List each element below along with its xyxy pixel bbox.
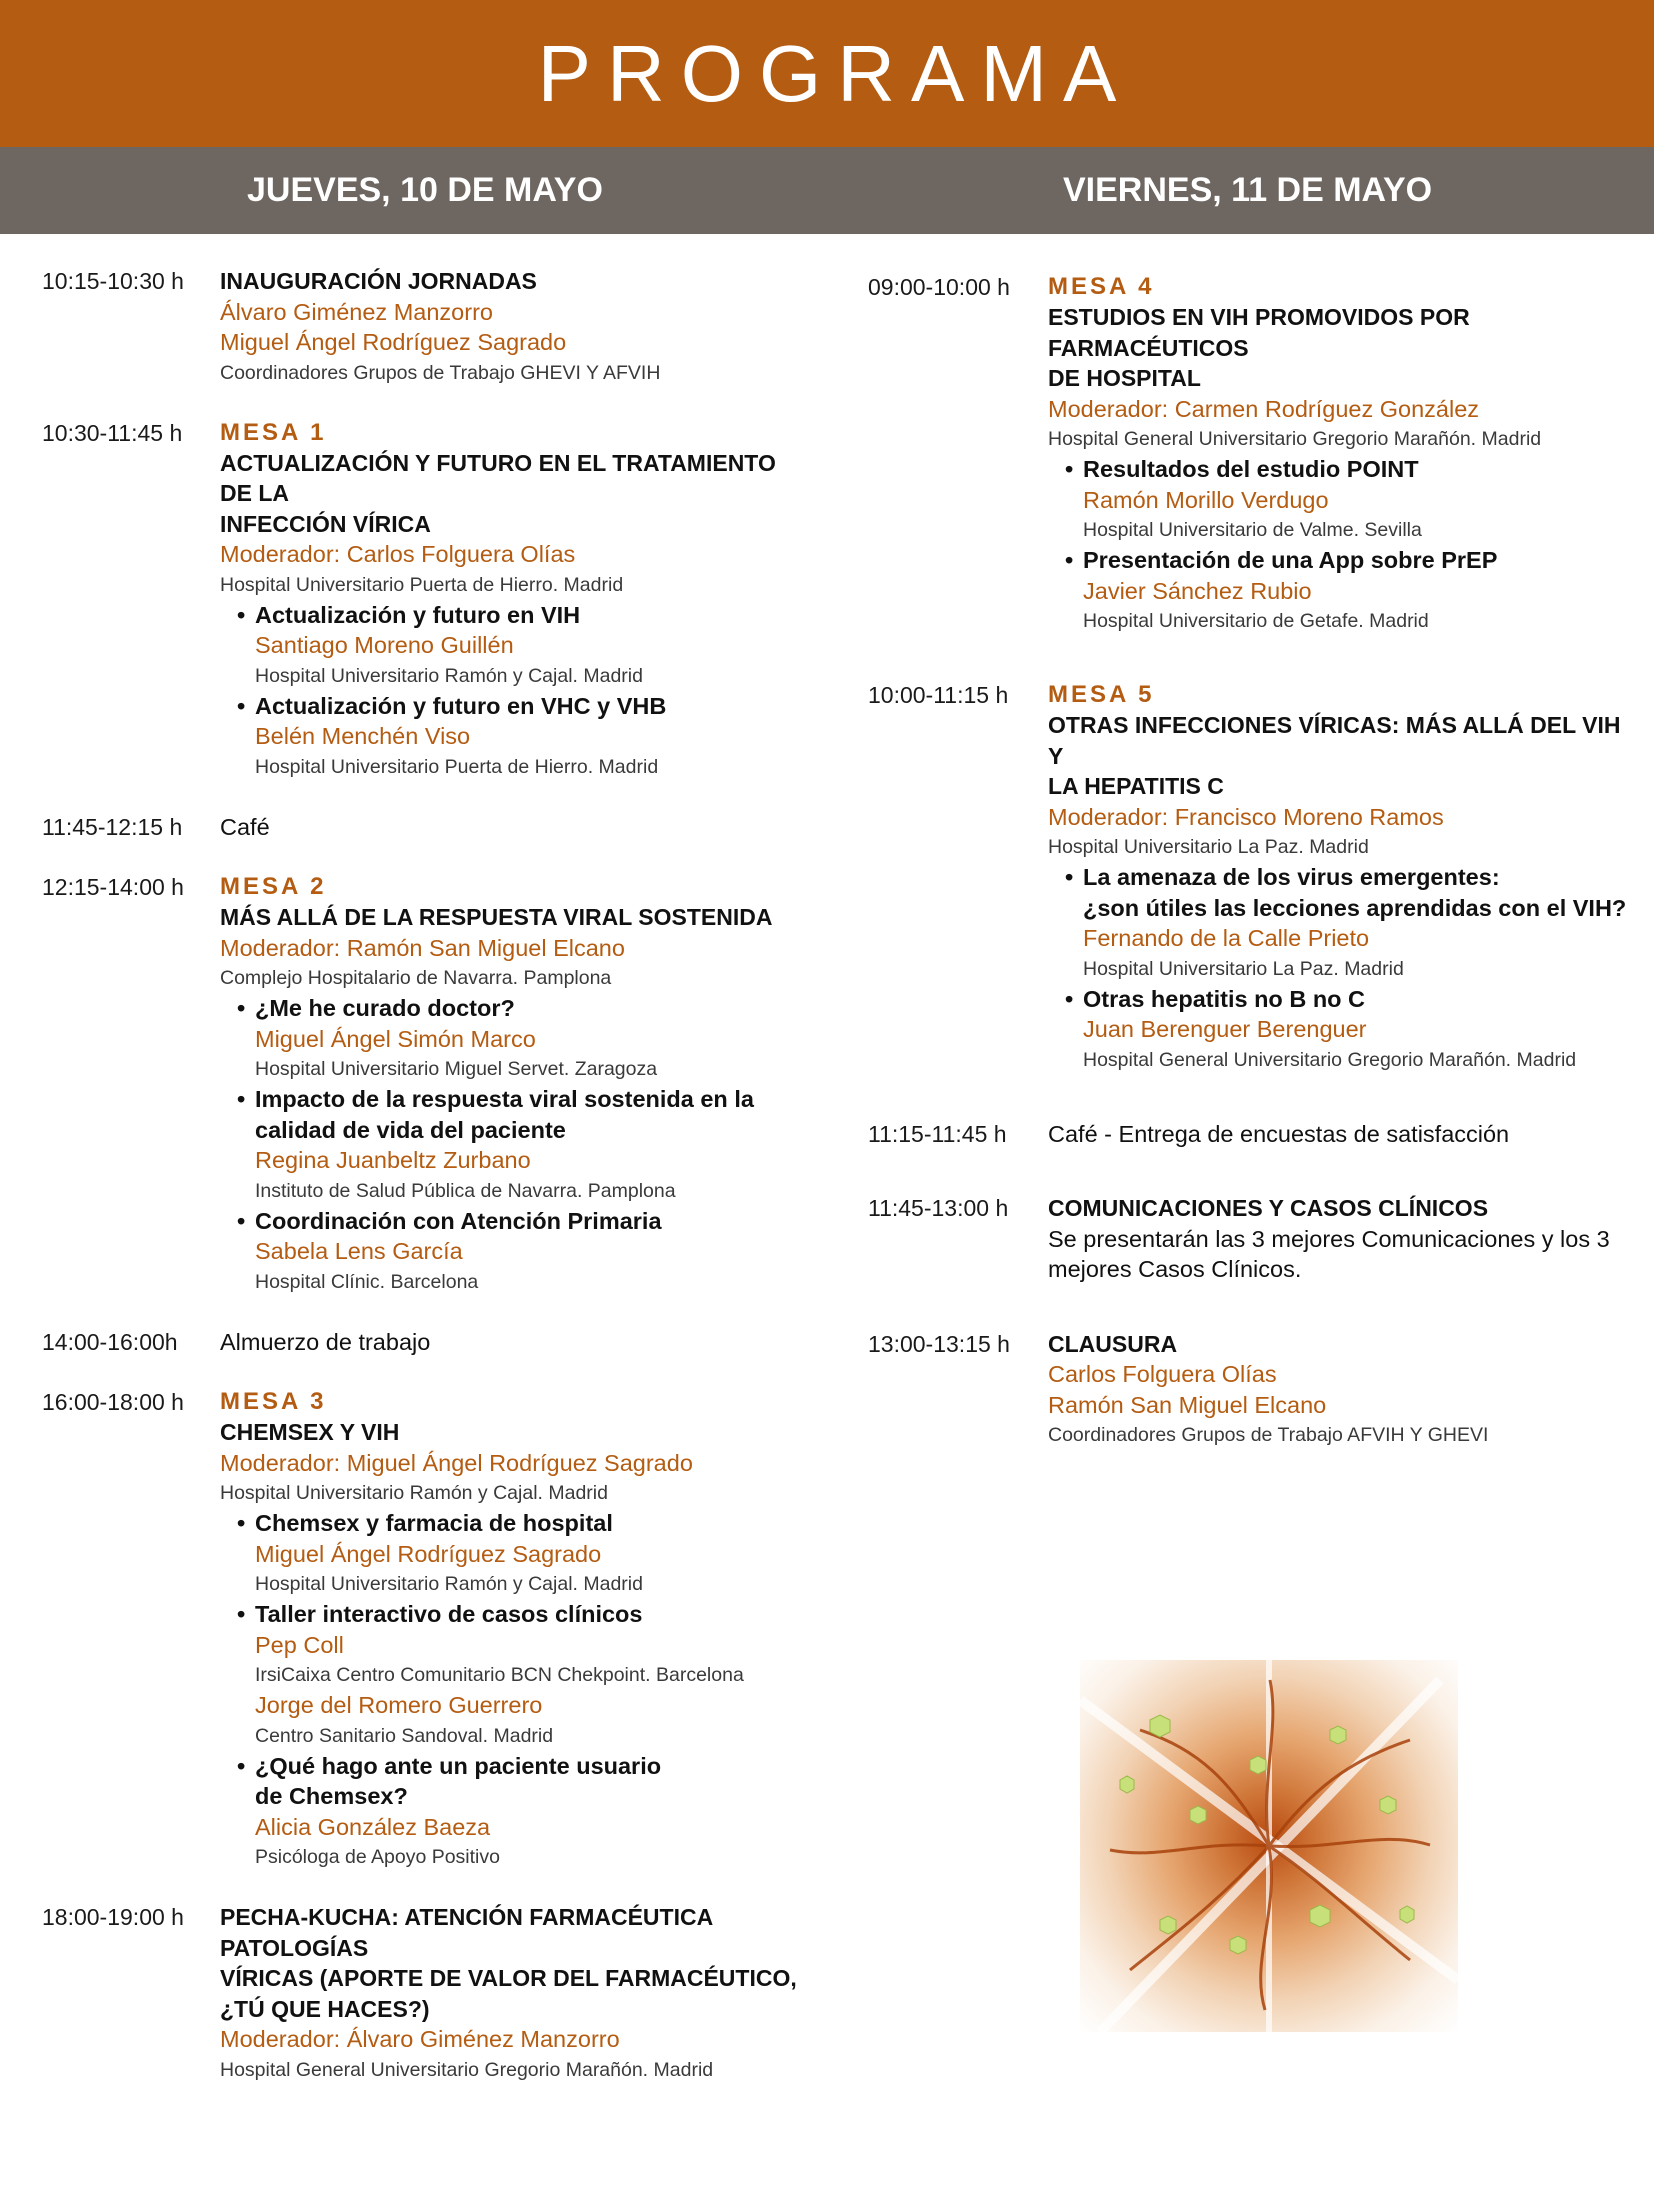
talk-title-text: Chemsex y farmacia de hospital [255,1510,613,1536]
speaker-institution: Coordinadores Grupos de Trabajo GHEVI Y AFVIH [220,361,661,384]
moderator-institution: Hospital Universitario La Paz. Madrid [1048,836,1369,858]
session-label: MESA 2 [220,873,327,900]
page-title: PROGRAMA [537,28,1133,118]
schedule-slot [868,1193,1628,1285]
slot-description: Almuerzo de trabajo [220,1328,431,1355]
session-title: LA HEPATITIS C [1048,773,1224,799]
session-title: MÁS ALLÁ DE LA RESPUESTA VIRAL SOSTENIDA [220,904,773,930]
moderator-name: Moderador: Ramón San Miguel Elcano [220,934,625,961]
talk-item [220,1508,812,1599]
schedule-slot [42,1902,812,2085]
talk-item [220,1751,812,1873]
talk-title-text: calidad de vida del paciente [255,1116,566,1143]
moderator-name: Moderador: Carlos Folguera Olías [220,541,576,567]
talk-title [237,691,812,722]
talk-item [220,600,812,691]
slot-time: 10:30-11:45 h [42,419,183,446]
speaker-institution: Instituto de Salud Pública de Navarra. Pamplona [255,1179,676,1202]
slot-content [1048,1119,1628,1150]
speaker-name: Santiago Moreno Guillén [255,632,514,658]
moderator-institution: Hospital Universitario Puerta de Hierro. Madrid [220,573,624,596]
bullet-icon: • [237,1086,246,1112]
talk-title-text: La amenaza de los virus emergentes: [1083,864,1500,890]
slot-content [1048,1193,1628,1285]
session-title: ¿TÚ QUE HACES?) [220,1995,430,2022]
speaker-name: Miguel Ángel Rodríguez Sagrado [220,329,567,355]
talk-item [220,1206,812,1297]
schedule-slot [868,1329,1628,1451]
talk-title [1083,893,1628,924]
bullet-icon: • [1065,864,1074,890]
talk-title-text: Taller interactivo de casos clínicos [255,1601,643,1627]
talk-title [237,993,812,1024]
talk-title [237,1206,812,1237]
speaker-institution: Hospital Clínic. Barcelona [255,1270,479,1293]
talk-title [255,1781,812,1812]
talk-title-text: Actualización y futuro en VIH [255,601,581,628]
speaker-name: Alicia González Baeza [255,1813,491,1840]
slot-time: 11:45-12:15 h [42,813,183,840]
speaker-name: Regina Juanbeltz Zurbano [255,1147,531,1173]
bullet-icon: • [1065,456,1074,482]
slot-description: Café [220,813,270,840]
moderator-institution: Hospital Universitario Ramón y Cajal. Madrid [220,1482,608,1504]
title-banner [0,0,1654,147]
speaker-institution: Hospital Universitario Ramón y Cajal. Madrid [255,664,643,687]
talk-title-text: ¿son útiles las lecciones aprendidas con el VIH? [1083,894,1627,921]
slot-time: 14:00-16:00h [42,1328,178,1355]
bullet-icon: • [237,995,246,1021]
talk-title-text: Resultados del estudio POINT [1083,456,1419,482]
talk-title-text: ¿Me he curado doctor? [255,995,515,1021]
speaker-institution: Centro Sanitario Sandoval. Madrid [255,1724,554,1747]
slot-content [220,418,812,782]
talk-item [1048,454,1628,545]
slot-description: Se presentarán las 3 mejores Comunicaciones y los 3 [1048,1225,1610,1252]
slot-content [220,266,812,388]
talk-title-text: de Chemsex? [255,1783,408,1809]
talk-item [220,1599,812,1751]
slot-content [220,1902,812,2085]
virus-illustration [1080,1660,1458,2032]
talk-title-text: Coordinación con Atención Primaria [255,1207,662,1234]
moderator-name: Moderador: Miguel Ángel Rodríguez Sagrado [220,1449,693,1476]
session-title: CHEMSEX Y VIH [220,1419,400,1445]
talk-item [1048,984,1628,1075]
speaker-name: Fernando de la Calle Prieto [1083,925,1370,951]
talk-title [237,600,812,631]
session-title: OTRAS INFECCIONES VÍRICAS: MÁS ALLÁ DEL VIH Y [1048,712,1621,769]
talk-title [255,1115,812,1146]
speaker-institution: Hospital Universitario Miguel Servet. Zaragoza [255,1058,658,1080]
slot-description: Café - Entrega de encuestas de satisfacción [1048,1120,1510,1147]
talk-title [237,1599,812,1630]
slot-time: 11:15-11:45 h [868,1120,1007,1147]
schedule-slot [42,812,812,843]
bullet-icon: • [237,1207,246,1234]
bullet-icon: • [237,1601,246,1627]
speaker-name: Ramón San Miguel Elcano [1048,1391,1327,1418]
day-heading-thursday: JUEVES, 10 DE MAYO [247,171,603,209]
speaker-institution: Hospital Universitario de Getafe. Madrid [1083,610,1429,632]
virus-illustration-graphic [1080,1660,1458,2032]
talk-item [220,691,812,782]
thursday-schedule [42,266,812,2115]
speaker-institution: IrsiCaixa Centro Comunitario BCN Chekpoint. Barcelona [255,1664,744,1686]
session-label: MESA 4 [1048,273,1155,300]
slot-time: 10:00-11:15 h [868,682,1009,708]
talk-title [1065,984,1628,1015]
slot-content [1048,1329,1628,1451]
moderator-name: Moderador: Álvaro Giménez Manzorro [220,2026,620,2052]
session-label: MESA 1 [220,418,327,446]
session-title: ACTUALIZACIÓN Y FUTURO EN EL TRATAMIENTO DE LA [220,449,776,506]
moderator-name: Moderador: Carmen Rodríguez González [1048,395,1480,422]
schedule-slot [868,272,1628,636]
session-label: MESA 5 [1048,681,1155,708]
speaker-name: Álvaro Giménez Manzorro [220,298,493,325]
talk-item [1048,862,1628,984]
talk-title-text: ¿Qué hago ante un paciente usuario [255,1752,662,1779]
slot-description: mejores Casos Clínicos. [1048,1256,1302,1282]
moderator-institution: Hospital General Universitario Gregorio Marañón. Madrid [1048,428,1542,450]
talk-title [1065,545,1628,576]
moderator-institution: Hospital General Universitario Gregorio Marañón. Madrid [220,2058,714,2081]
slot-content [220,1327,812,1358]
session-title: ESTUDIOS EN VIH PROMOVIDOS POR FARMACÉUTICOS [1048,304,1470,361]
day-heading-friday: VIERNES, 11 DE MAYO [1063,171,1433,209]
session-title: PECHA-KUCHA: ATENCIÓN FARMACÉUTICA PATOLOGÍAS [220,1904,713,1961]
bullet-icon: • [237,692,246,719]
speaker-institution: Coordinadores Grupos de Trabajo AFVIH Y GHEVI [1048,1424,1489,1446]
slot-time: 18:00-19:00 h [42,1904,184,1930]
bullet-icon: • [1065,547,1074,573]
schedule-slot [42,1387,812,1872]
slot-content [220,812,812,843]
session-title: INFECCIÓN VÍRICA [220,510,431,537]
speaker-name: Juan Berenguer Berenguer [1083,1016,1367,1042]
talk-title [1065,862,1628,893]
slot-content [220,1387,812,1872]
day-bar [0,147,1654,234]
slot-time: 10:15-10:30 h [42,268,184,294]
schedule-slot [868,1119,1628,1150]
speaker-name: Sabela Lens García [255,1238,463,1264]
speaker-name: Belén Menchén Viso [255,723,471,749]
schedule-slot [42,1327,812,1358]
talk-title-text: Otras hepatitis no B no C [1083,985,1366,1012]
slot-time: 16:00-18:00 h [42,1389,184,1415]
bullet-icon: • [1065,985,1074,1012]
schedule-slot [42,872,812,1297]
speaker-institution: Psicóloga de Apoyo Positivo [255,1846,500,1868]
moderator-name: Moderador: Francisco Moreno Ramos [1048,803,1444,830]
schedule-slot [42,266,812,388]
talk-item [1048,545,1628,636]
schedule-slot [42,418,812,782]
session-label: MESA 3 [220,1388,327,1415]
speaker-name: Javier Sánchez Rubio [1083,577,1312,604]
speaker-name: Ramón Morillo Verdugo [1083,486,1329,513]
schedule-slot [868,680,1628,1075]
bullet-icon: • [237,1752,246,1779]
speaker-institution: Hospital Universitario Puerta de Hierro. Madrid [255,755,659,778]
session-title: VÍRICAS (APORTE DE VALOR DEL FARMACÉUTICO, [220,1965,797,1991]
session-title: CLAUSURA [1048,1330,1178,1357]
talk-title [1065,454,1628,485]
talk-title [237,1084,812,1115]
talk-item [220,1084,812,1206]
session-title: COMUNICACIONES Y CASOS CLÍNICOS [1048,1195,1489,1221]
slot-content [1048,680,1628,1075]
talk-title [237,1508,812,1539]
session-title: DE HOSPITAL [1048,365,1201,391]
speaker-name: Jorge del Romero Guerrero [255,1692,543,1718]
bullet-icon: • [237,601,246,628]
slot-time: 13:00-13:15 h [868,1330,1010,1357]
speaker-institution: Hospital Universitario Ramón y Cajal. Madrid [255,1573,643,1595]
session-title: INAUGURACIÓN JORNADAS [220,268,537,294]
talk-title-text: Impacto de la respuesta viral sostenida en la [255,1086,754,1112]
slot-time: 11:45-13:00 h [868,1195,1009,1221]
speaker-name: Miguel Ángel Rodríguez Sagrado [255,1540,602,1567]
speaker-institution: Hospital Universitario La Paz. Madrid [1083,957,1404,980]
talk-title [237,1751,812,1782]
moderator-institution: Complejo Hospitalario de Navarra. Pamplona [220,967,612,989]
slot-content [220,872,812,1297]
speaker-institution: Hospital Universitario de Valme. Sevilla [1083,519,1422,541]
speaker-name: Pep Coll [255,1631,344,1658]
speaker-name: Carlos Folguera Olías [1048,1361,1277,1387]
speaker-institution: Hospital General Universitario Gregorio Marañón. Madrid [1083,1048,1577,1071]
slot-time: 09:00-10:00 h [868,274,1010,300]
slot-content [1048,272,1628,636]
talk-title-text: Actualización y futuro en VHC y VHB [255,692,667,719]
slot-time: 12:15-14:00 h [42,874,184,900]
speaker-name: Miguel Ángel Simón Marco [255,1025,536,1052]
friday-schedule [868,272,1628,1494]
talk-title-text: Presentación de una App sobre PrEP [1083,547,1498,573]
talk-item [220,993,812,1084]
bullet-icon: • [237,1510,246,1536]
